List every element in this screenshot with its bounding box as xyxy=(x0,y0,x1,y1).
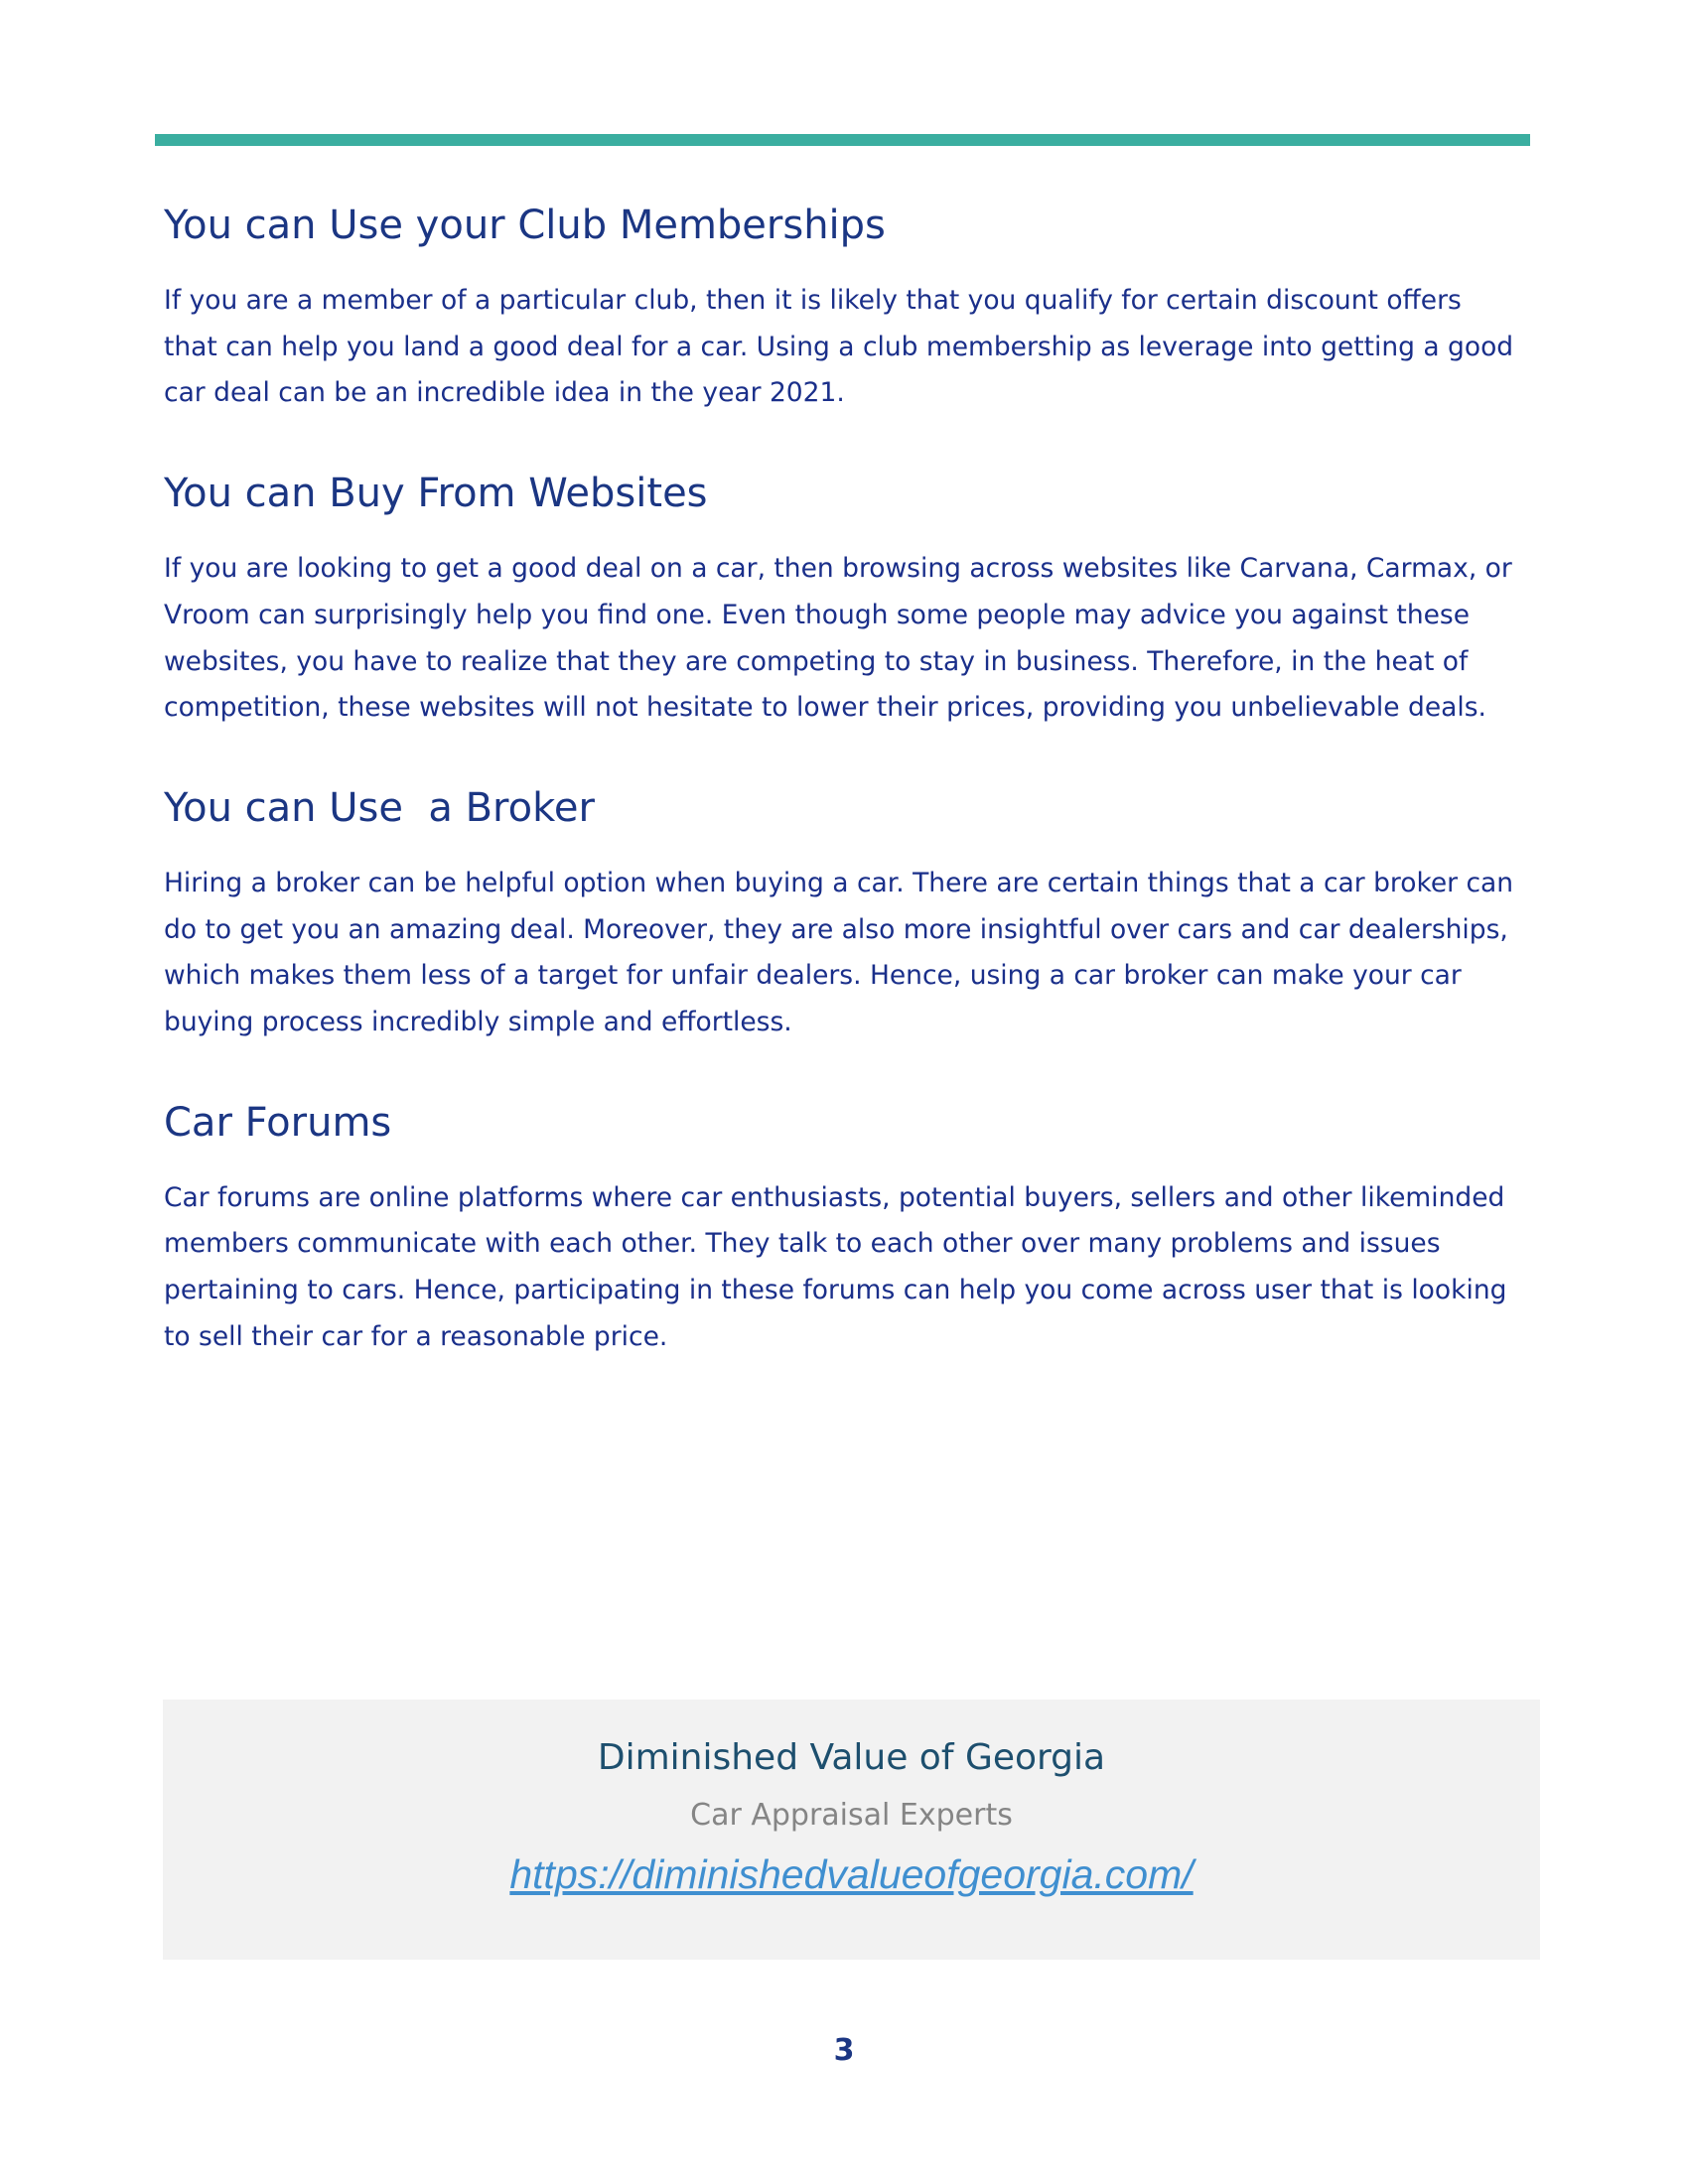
footer-contact-box xyxy=(163,1700,1540,1960)
section-club-memberships xyxy=(164,199,1539,417)
section-body: Hiring a broker can be helpful option when buying a car. There are certain things that a car broker can do to get you an amazing deal. Moreover, they are also more insightful over cars and car dealerships, which makes them less of a target for unfair dealers. Hence, using a car broker can make your car buying process incredibly simple and effortless. xyxy=(164,867,1514,1038)
section-buy-from-websites xyxy=(164,467,1539,732)
footer-company-name: Diminished Value of Georgia xyxy=(597,1737,1106,1778)
document-content xyxy=(164,199,1539,1411)
section-body: If you are a member of a particular club, then it is likely that you qualify for certain discount offers that can help you land a good deal for a car. Using a club membership as leverage into getting a good car deal can be an incredible idea in the year 2021. xyxy=(164,285,1514,409)
section-title: You can Use your Club Memberships xyxy=(164,203,886,248)
section-body: Car forums are online platforms where car enthusiasts, potential buyers, sellers and other likeminded members communicate with each other. They talk to each other over many problems and issues pertaining to cars. Hence, participating in these forums can help you come across user that is looking to sell their car for a reasonable price. xyxy=(164,1181,1507,1352)
section-title: You can Buy From Websites xyxy=(164,471,708,517)
footer-website-link[interactable]: https://diminishedvalueofgeorgia.com/ xyxy=(509,1851,1194,1897)
section-body: If you are looking to get a good deal on a car, then browsing across websites like Carvana, Carmax, or Vroom can surprisingly help you find one. Even though some people may advice you against these websites, you have to realize that they are competing to stay in business. Therefore, in the heat of competition, these websites will not hesitate to lower their prices, providing you unbelievable deals. xyxy=(164,553,1512,724)
section-use-a-broker xyxy=(164,781,1539,1046)
page-number: 3 xyxy=(833,2033,855,2068)
top-accent-rule xyxy=(155,134,1530,146)
section-title: You can Use a Broker xyxy=(164,784,595,831)
footer-tagline: Car Appraisal Experts xyxy=(690,1798,1013,1833)
section-title: Car Forums xyxy=(164,1099,392,1146)
section-car-forums xyxy=(164,1096,1539,1361)
